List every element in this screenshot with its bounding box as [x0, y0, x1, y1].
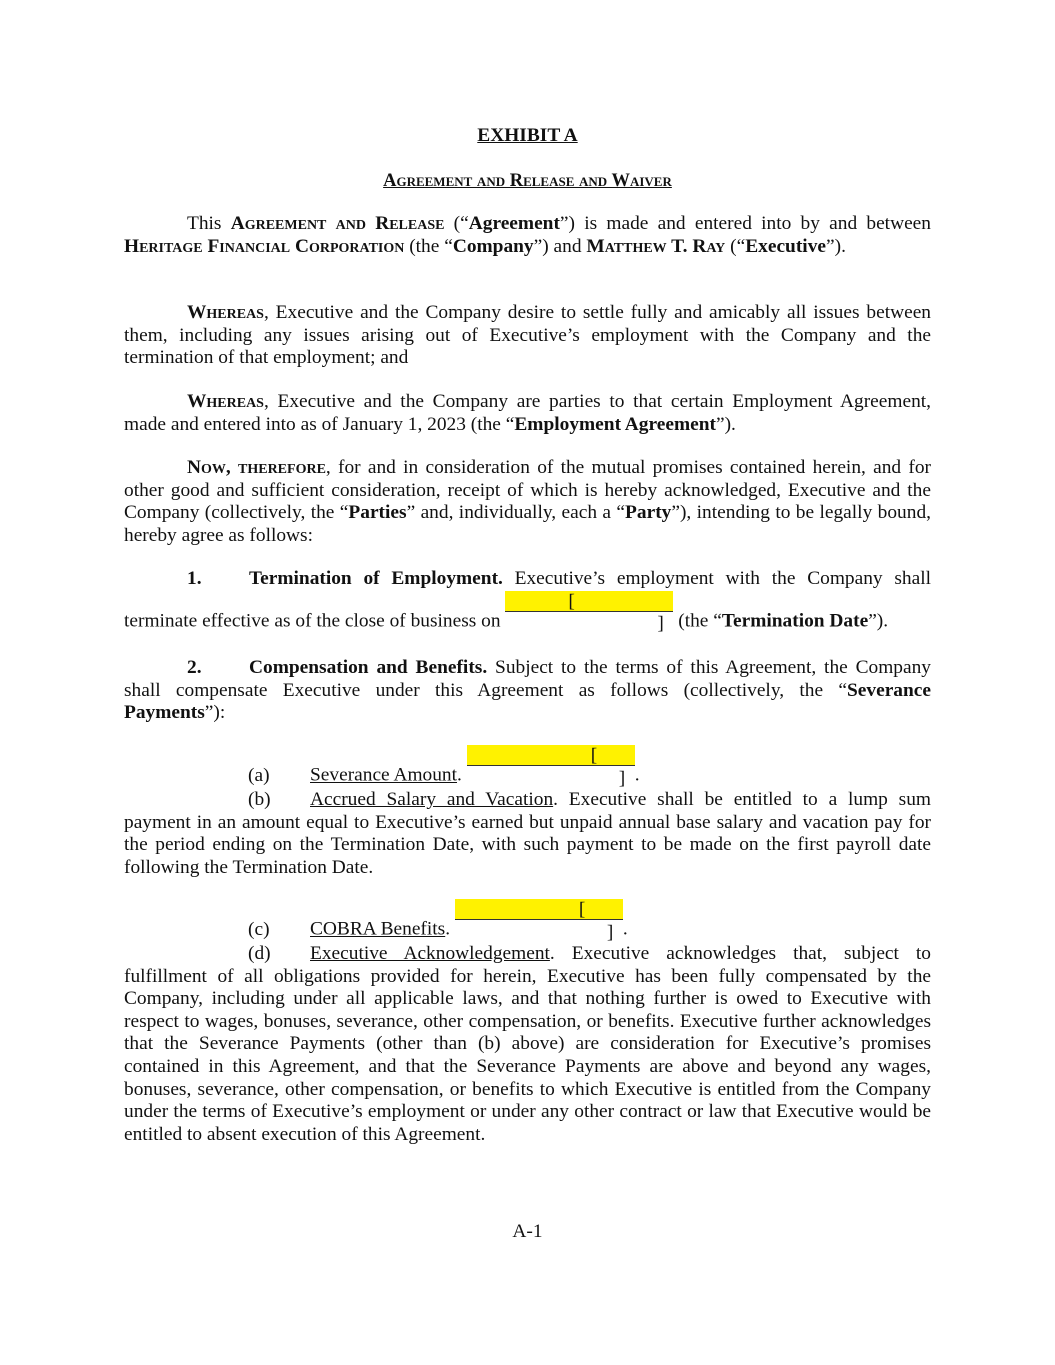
section-1-termination: 1. Termination of Employment. Executive’s employment with the Company shall terminate effective as of the close of business on [] (the “Termination Date”). — [124, 568, 931, 635]
exhibit-title: EXHIBIT A — [477, 125, 578, 146]
item-a-severance-amount: (a) Severance Amount. [] . — [248, 745, 640, 789]
whereas-paragraph-2: Whereas, Executive and the Company are parties to that certain Employment Agreement, made and entered into as of January 1, 2023 (the “Employment Agreement”). — [124, 391, 931, 435]
now-therefore-paragraph: Now, therefore, for and in consideration of the mutual promises contained herein, and for other good and sufficient consideration, receipt of which is hereby acknowledged, Executive and the Company (collectively, the “Parties” and, individually, each a “Party”), intending to be legally bound, hereby agree as follows: — [124, 457, 931, 546]
item-d-executive-acknowledgement: (d) Executive Acknowledgement. Executive acknowledges that, subject to fulfillment of all obligations provided for herein, Executive has been fully compensated by the Company, including under all applicable laws, and that nothing further is owed to Executive with respect to wages, bonuses, severance, other compensation, or benefits. Executive further acknowledges that the Severance Payments (other than (b) above) are consideration for Executive’s promises contained in this Agreement, and that the Severance Payments are above and beyond any wages, bonuses, severance, other compensation, or benefits to which Executive is entitled from the Company under the terms of Executive’s employment or under any other contract or law that Executive would be entitled to absent execution of this Agreement. — [124, 943, 931, 1145]
section-2-compensation: 2. Compensation and Benefits. Subject to the terms of this Agreement, the Company shall compensate Executive under this Agreement as follows (collectively, the “Severance Payments”): — [124, 657, 931, 724]
severance-amount-blank[interactable]: [] — [467, 745, 635, 766]
whereas-paragraph-1: Whereas, Executive and the Company desire to settle fully and amicably all issues between them, including any issues arising out of Executive’s employment with the Company and the termination of that employment; and — [124, 302, 931, 369]
intro-paragraph: This Agreement and Release (“Agreement”) is made and entered into by and between Heritage Financial Corporation (the “Company”) and Matthew T. Ray (“Executive”). — [124, 213, 931, 257]
document-subtitle: Agreement and Release and Waiver — [383, 171, 672, 191]
item-c-cobra-benefits: (c) COBRA Benefits. [] . — [248, 899, 628, 943]
company-name: Heritage Financial Corporation — [124, 235, 405, 257]
cobra-benefits-blank[interactable]: [] — [455, 899, 623, 920]
section-heading: Compensation and Benefits. — [249, 657, 488, 678]
item-b-accrued-salary: (b) Accrued Salary and Vacation. Executive shall be entitled to a lump sum payment in an amount equal to Executive’s earned but unpaid annual base salary and vacation pay for the period ending on the Termination Date, with such payment to be made on the first payroll date following the Termination Date. — [124, 789, 931, 878]
termination-date-blank[interactable]: [] — [505, 591, 673, 612]
page-number: A-1 — [512, 1221, 543, 1242]
executive-name: Matthew T. Ray — [586, 235, 726, 257]
section-heading: Termination of Employment. — [249, 568, 503, 589]
section-number: 2. — [187, 657, 202, 678]
section-number: 1. — [187, 568, 202, 589]
